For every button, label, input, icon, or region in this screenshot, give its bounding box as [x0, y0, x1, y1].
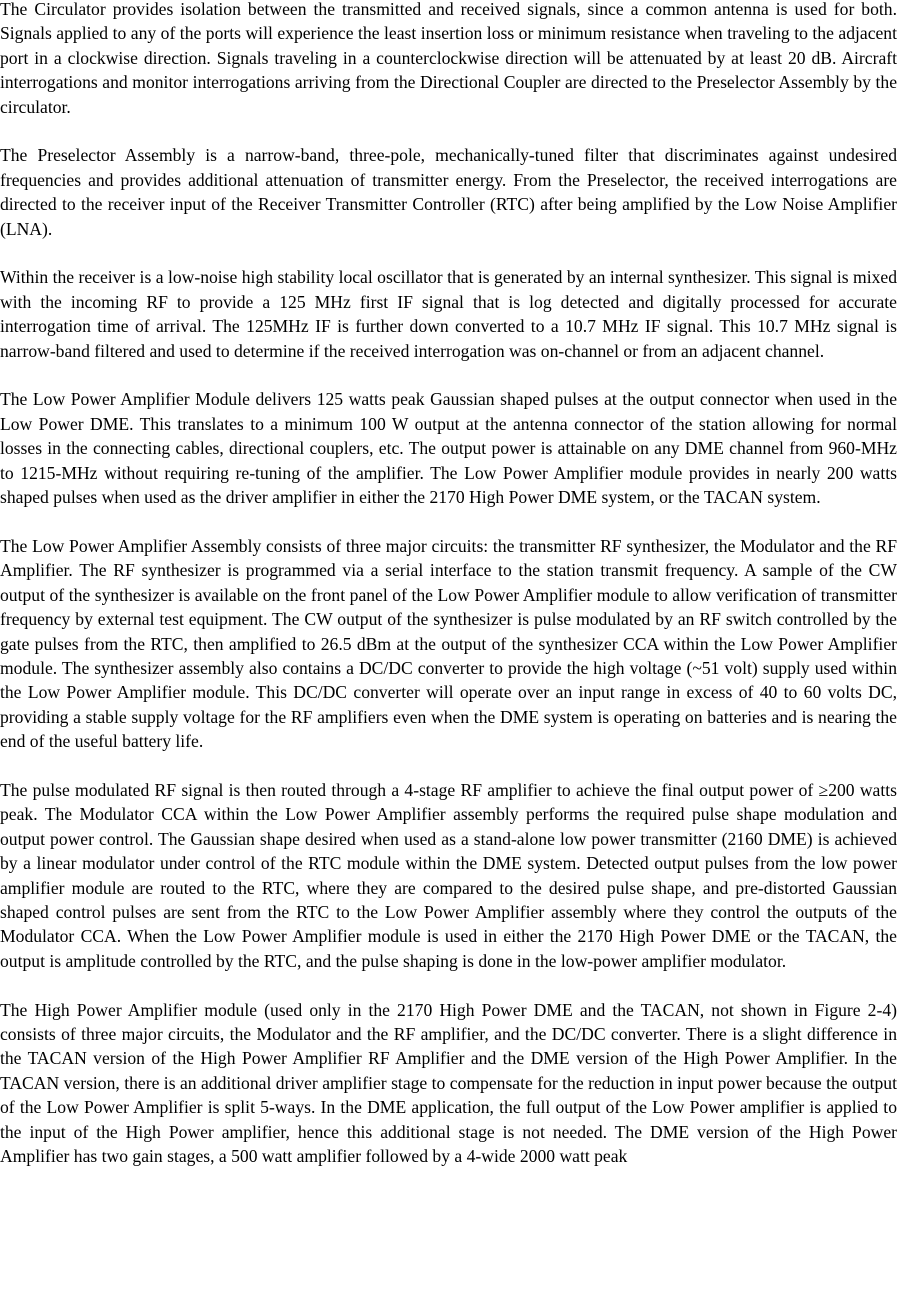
paragraph-circulator: The Circulator provides isolation between the transmitted and received signals, since a common antenna is used for both. Signals applied to any of the ports will experience the least insertion loss or minimum resistance when traveling to the adjacent port in a clockwise direction. Signals traveling in a counterclockwise direction will be attenuated by at least 20 dB. Aircraft interrogations and monitor interrogations arriving from the Directional Coupler are directed to the Preselector Assembly by the circulator.: [0, 0, 897, 117]
paragraph-low-power-amplifier-assembly: The Low Power Amplifier Assembly consists of three major circuits: the transmitter RF synthesizer, the Modulator and the RF Amplifier. The RF synthesizer is programmed via a serial interface to the station transmit frequency. A sample of the CW output of the synthesizer is available on the front panel of the Low Power Amplifier module to allow verification of transmitter frequency by external test equipment. The CW output of the synthesizer is pulse modulated by an RF switch controlled by the gate pulses from the RTC, then amplified to 26.5 dBm at the output of the synthesizer CCA within the Low Power Amplifier module. The synthesizer assembly also contains a DC/DC converter to provide the high voltage (~51 volt) supply used within the Low Power Amplifier module. This DC/DC converter will operate over an input range in excess of 40 to 60 volts DC, providing a stable supply voltage for the RF amplifiers even when the DME system is operating on batteries and is nearing the end of the useful battery life.: [0, 535, 897, 752]
paragraph-high-power-amplifier: The High Power Amplifier module (used only in the 2170 High Power DME and the TACAN, not shown in Figure 2-4) consists of three major circuits, the Modulator and the RF amplifier, and the DC/DC converter. There is a slight difference in the TACAN version of the High Power Amplifier RF Amplifier and the DME version of the High Power Amplifier. In the TACAN version, there is an additional driver amplifier stage to compensate for the reduction in input power because the output of the Low Power Amplifier is split 5-ways. In the DME application, the full output of the Low Power amplifier is applied to the input of the High Power amplifier, hence this additional stage is not needed. The DME version of the High Power Amplifier has two gain stages, a 500 watt amplifier followed by a 4-wide 2000 watt peak: [0, 999, 897, 1166]
paragraph-preselector: The Preselector Assembly is a narrow-band, three-pole, mechanically-tuned filter that discriminates against undesired frequencies and provides additional attenuation of transmitter energy. From the Preselector, the received interrogations are directed to the receiver input of the Receiver Transmitter Controller (RTC) after being amplified by the Low Noise Amplifier (LNA).: [0, 145, 897, 239]
paragraph-low-power-amplifier-module: The Low Power Amplifier Module delivers 125 watts peak Gaussian shaped pulses at the output connector when used in the Low Power DME. This translates to a minimum 100 W output at the antenna connector of the station allowing for normal losses in the connecting cables, directional couplers, etc. The output power is attainable on any DME channel from 960-MHz to 1215-MHz without requiring re-tuning of the amplifier. The Low Power Amplifier module provides in nearly 200 watts shaped pulses when used as the driver amplifier in either the 2170 High Power DME system, or the TACAN system.: [0, 389, 897, 508]
paragraph-pulse-modulated-rf: The pulse modulated RF signal is then routed through a 4-stage RF amplifier to achieve the final output power of ≥200 watts peak. The Modulator CCA within the Low Power Amplifier assembly performs the required pulse shape modulation and output power control. The Gaussian shape desired when used as a stand-alone low power transmitter (2160 DME) is achieved by a linear modulator under control of the RTC module within the DME system. Detected output pulses from the low power amplifier module are routed to the RTC, where they are compared to the desired pulse shape, and pre-distorted Gaussian shaped control pulses are sent from the RTC to the Low Power Amplifier assembly where they control the outputs of the Modulator CCA. When the Low Power Amplifier module is used in either the 2170 High Power DME or the TACAN, the output is amplitude controlled by the RTC, and the pulse shaping is done in the low-power amplifier modulator.: [0, 779, 897, 971]
paragraph-receiver: Within the receiver is a low-noise high stability local oscillator that is generated by an internal synthesizer. This signal is mixed with the incoming RF to provide a 125 MHz first IF signal that is log detected and digitally processed for accurate interrogation time of arrival. The 125MHz IF is further down converted to a 10.7 MHz IF signal. This 10.7 MHz signal is narrow-band filtered and used to determine if the received interrogation was on-channel or from an adjacent channel.: [0, 267, 897, 361]
